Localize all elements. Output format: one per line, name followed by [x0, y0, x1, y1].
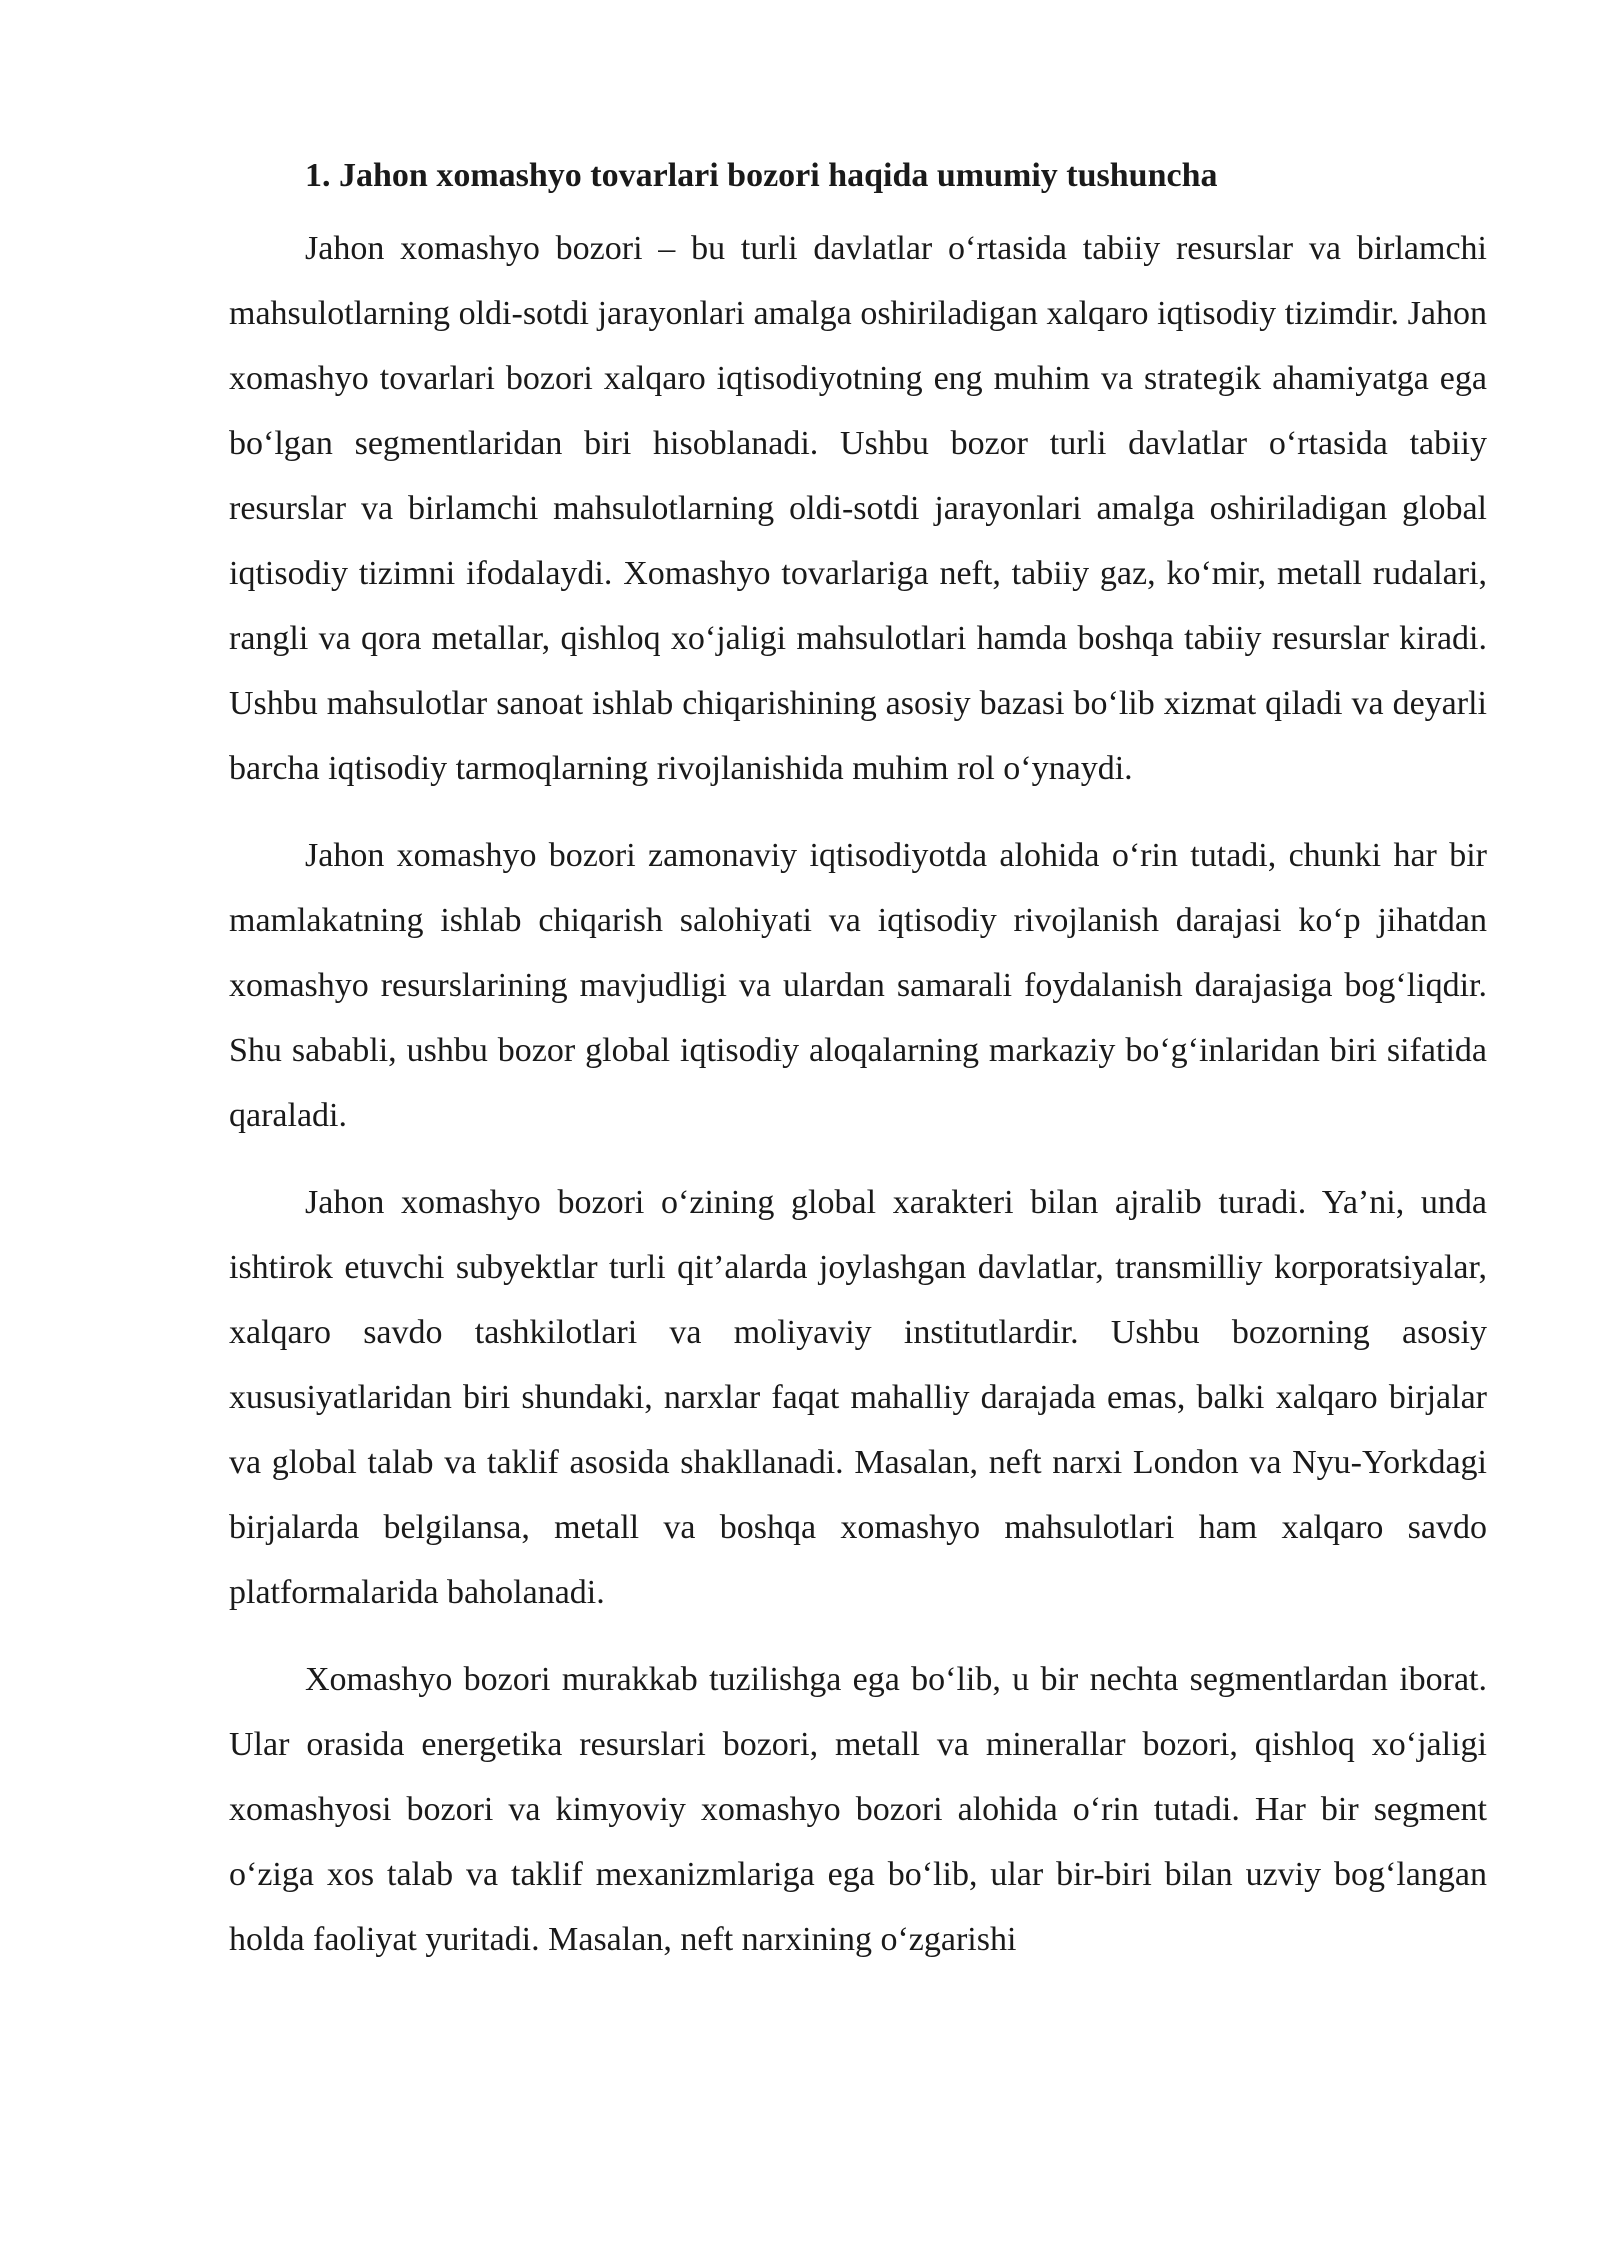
paragraph-3: Jahon xomashyo bozori o‘zining global xarakteri bilan ajralib turadi. Ya’ni, unda ishtirok etuvchi subyektlar turli qit’alarda joylashgan davlatlar, transmilliy korporatsiyalar, xalqaro savdo tashkilotlari va moliyaviy institutlardir. Ushbu bozorning asosiy xususiyatlaridan biri shundaki, narxlar faqat mahalliy darajada emas, balki xalqaro birjalar va global talab va taklif asosida shakllanadi. Masalan, neft narxi London va Nyu-Yorkdagi birjalarda belgilansa, metall va boshqa xomashyo mahsulotlari ham xalqaro savdo platformalarida baholanadi.: [229, 1184, 1487, 1611]
paragraph-4: Xomashyo bozori murakkab tuzilishga ega bo‘lib, u bir nechta segmentlardan iborat. Ular orasida energetika resurslari bozori, metall va minerallar bozori, qishloq xo‘jaligi xomashyosi bozori va kimyoviy xomashyo bozori alohida o‘rin tutadi. Har bir segment o‘ziga xos talab va taklif mexanizmlariga ega bo‘lib, ular bir-biri bilan uzviy bog‘langan holda faoliyat yuritadi. Masalan, neft narxining o‘zgarishi: [229, 1661, 1487, 1958]
paragraph-2: Jahon xomashyo bozori zamonaviy iqtisodiyotda alohida o‘rin tutadi, chunki har bir mamlakatning ishlab chiqarish salohiyati va iqtisodiy rivojlanish darajasi ko‘p jihatdan xomashyo resurslarining mavjudligi va ulardan samarali foydalanish darajasiga bog‘liqdir. Shu sababli, ushbu bozor global iqtisodiy aloqalarning markaziy bo‘g‘inlaridan biri sifatida qaraladi.: [229, 837, 1487, 1134]
section-heading: 1. Jahon xomashyo tovarlari bozori haqida umumiy tushuncha: [305, 157, 1218, 194]
document-body: [229, 150, 1487, 1972]
paragraph-1: Jahon xomashyo bozori – bu turli davlatlar o‘rtasida tabiiy resurslar va birlamchi mahsulotlarning oldi-sotdi jarayonlari amalga oshiriladigan xalqaro iqtisodiy tizimdir. Jahon xomashyo tovarlari bozori xalqaro iqtisodiyotning eng muhim va strategik ahamiyatga ega bo‘lgan segmentlaridan biri hisoblanadi. Ushbu bozor turli davlatlar o‘rtasida tabiiy resurslar va birlamchi mahsulotlarning oldi-sotdi jarayonlari amalga oshiriladigan global iqtisodiy tizimni ifodalaydi. Xomashyo tovarlariga neft, tabiiy gaz, ko‘mir, metall rudalari, rangli va qora metallar, qishloq xo‘jaligi mahsulotlari hamda boshqa tabiiy resurslar kiradi. Ushbu mahsulotlar sanoat ishlab chiqarishining asosiy bazasi bo‘lib xizmat qiladi va deyarli barcha iqtisodiy tarmoqlarning rivojlanishida muhim rol o‘ynaydi.: [229, 230, 1487, 787]
